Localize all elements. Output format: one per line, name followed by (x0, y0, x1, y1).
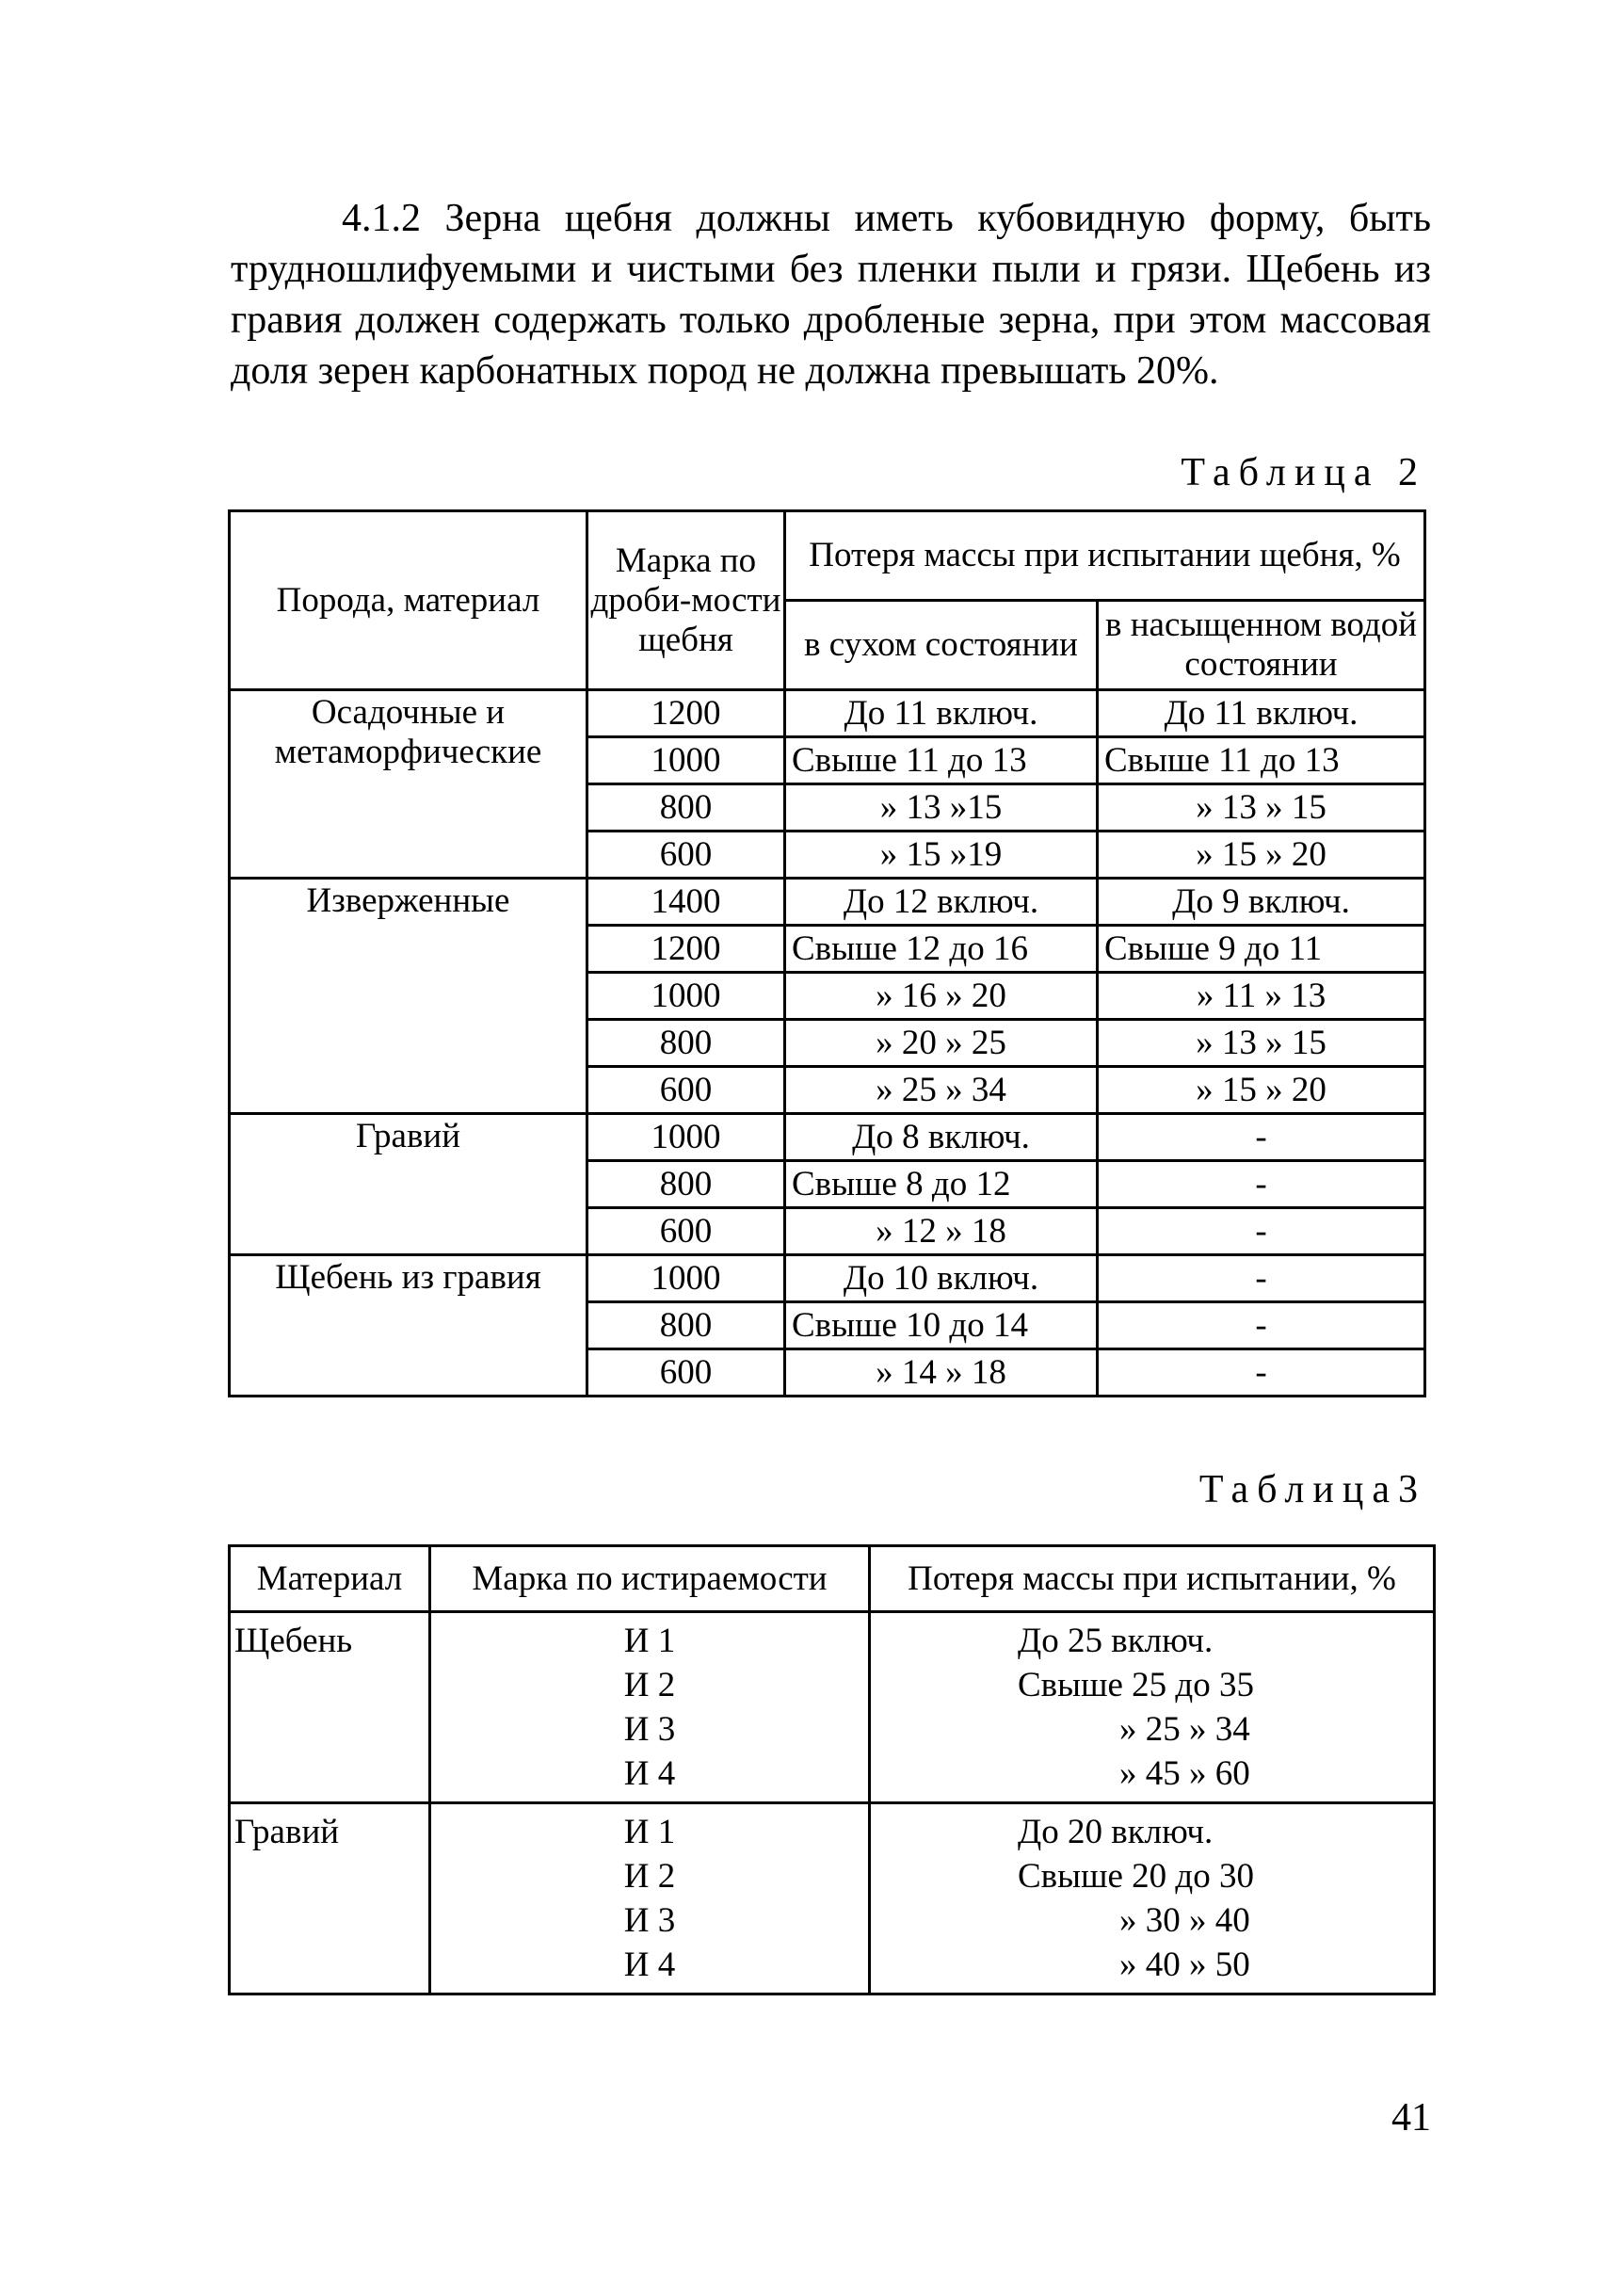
abrasion-grade-cell (430, 1803, 870, 1994)
grade-line: И 1 (623, 1813, 676, 1851)
grade-cell: 800 (587, 1161, 785, 1208)
abrasion-table (228, 1544, 1436, 1995)
dry-loss-cell: Свыше 8 до 12 (785, 1161, 1098, 1208)
page-number: 41 (1391, 2096, 1431, 2140)
grade-cell: 1000 (587, 737, 785, 784)
dry-loss-cell: Свыше 11 до 13 (785, 737, 1098, 784)
wet-loss-cell: » 13 » 15 (1098, 784, 1425, 832)
wet-loss-cell: Свыше 11 до 13 (1098, 737, 1425, 784)
loss-line: » 25 » 34 (1119, 1710, 1250, 1749)
rock-cell: Щебень из гравия (230, 1255, 587, 1397)
rock-cell: Осадочные и метаморфические (230, 690, 587, 879)
grade-cell: 1000 (587, 1255, 785, 1302)
rock-cell: Гравий (230, 1114, 587, 1255)
wet-loss-cell: До 9 включ. (1098, 879, 1425, 926)
wet-loss-cell: - (1098, 1114, 1425, 1161)
table-row (230, 1255, 1425, 1302)
header-dry: в сухом состоянии (785, 601, 1098, 690)
dry-loss-cell: » 16 » 20 (785, 973, 1098, 1020)
header-grade: Марка по дроби-мости щебня (587, 511, 785, 690)
grade-cell: 600 (587, 1208, 785, 1255)
table3-caption: Таблица3 (1198, 1468, 1426, 1511)
grade-cell: 800 (587, 1302, 785, 1349)
header-wet: в насыщенном водой состоянии (1098, 601, 1425, 690)
dry-loss-cell: » 13 »15 (785, 784, 1098, 832)
dry-loss-cell: » 20 » 25 (785, 1020, 1098, 1067)
wet-loss-cell: - (1098, 1161, 1425, 1208)
grade-cell: 1000 (587, 973, 785, 1020)
grade-cell: 800 (587, 784, 785, 832)
crushability-table (228, 509, 1426, 1397)
wet-loss-cell: - (1098, 1208, 1425, 1255)
grade-cell: 1400 (587, 879, 785, 926)
grade-line: И 3 (623, 1710, 676, 1749)
grade-line: И 1 (623, 1622, 676, 1660)
wet-loss-cell: Свыше 9 до 11 (1098, 926, 1425, 973)
dry-loss-cell: Свыше 10 до 14 (785, 1302, 1098, 1349)
dry-loss-cell: До 11 включ. (785, 690, 1098, 737)
abrasion-loss-cell (870, 1803, 1435, 1994)
loss-line: До 25 включ. (1018, 1622, 1214, 1660)
wet-loss-cell: » 13 » 15 (1098, 1020, 1425, 1067)
material-cell: Щебень (230, 1612, 430, 1803)
table-row (230, 1114, 1425, 1161)
header-abrasion-grade: Марка по истираемости (430, 1546, 870, 1612)
grade-cell: 600 (587, 1349, 785, 1397)
loss-line: До 20 включ. (1018, 1813, 1214, 1851)
dry-loss-cell: Свыше 12 до 16 (785, 926, 1098, 973)
dry-loss-cell: До 12 включ. (785, 879, 1098, 926)
grade-cell: 600 (587, 1067, 785, 1114)
dry-loss-cell: До 8 включ. (785, 1114, 1098, 1161)
loss-line: Свыше 25 до 35 (1018, 1666, 1254, 1704)
grade-line: И 2 (623, 1857, 676, 1896)
material-cell: Гравий (230, 1803, 430, 1994)
loss-line: » 40 » 50 (1119, 1946, 1250, 1984)
header-material: Материал (230, 1546, 430, 1612)
crushability-table-body (230, 690, 1425, 1397)
table-row (230, 1612, 1435, 1803)
grade-cell: 1200 (587, 926, 785, 973)
dry-loss-cell: » 25 » 34 (785, 1067, 1098, 1114)
dry-loss-cell: » 12 » 18 (785, 1208, 1098, 1255)
table2-caption: Таблица 2 (1181, 451, 1426, 494)
header-loss: Потеря массы при испытании щебня, % (785, 511, 1425, 601)
grade-cell: 800 (587, 1020, 785, 1067)
grade-line: И 2 (623, 1666, 676, 1704)
loss-line: » 45 » 60 (1119, 1754, 1250, 1793)
grade-line: И 4 (623, 1946, 676, 1984)
table-row (230, 690, 1425, 737)
abrasion-loss-cell (870, 1612, 1435, 1803)
table-row (230, 879, 1425, 926)
grade-line: И 3 (623, 1901, 676, 1940)
grade-cell: 1000 (587, 1114, 785, 1161)
grade-cell: 600 (587, 832, 785, 879)
wet-loss-cell: До 11 включ. (1098, 690, 1425, 737)
wet-loss-cell: - (1098, 1302, 1425, 1349)
loss-line: Свыше 20 до 30 (1018, 1857, 1254, 1896)
wet-loss-cell: - (1098, 1255, 1425, 1302)
header-rock: Порода, материал (230, 511, 587, 690)
header-abrasion-loss: Потеря массы при испытании, % (870, 1546, 1435, 1612)
wet-loss-cell: » 15 » 20 (1098, 1067, 1425, 1114)
rock-cell: Изверженные (230, 879, 587, 1114)
body-paragraph: 4.1.2 Зерна щебня должны иметь кубовидную форму, быть трудношлифуемыми и чистыми без пленки пыли и грязи. Щебень из гравия должен содержать только дробленые зерна, при этом массовая доля зерен карбонатных пород не должна превышать 20%. (231, 197, 1431, 393)
table-row (230, 1803, 1435, 1994)
abrasion-grade-cell (430, 1612, 870, 1803)
grade-line: И 4 (623, 1754, 676, 1793)
abrasion-table-body (230, 1612, 1435, 1994)
wet-loss-cell: » 11 » 13 (1098, 973, 1425, 1020)
wet-loss-cell: - (1098, 1349, 1425, 1397)
grade-cell: 1200 (587, 690, 785, 737)
wet-loss-cell: » 15 » 20 (1098, 832, 1425, 879)
dry-loss-cell: » 15 »19 (785, 832, 1098, 879)
loss-line: » 30 » 40 (1119, 1901, 1250, 1940)
dry-loss-cell: До 10 включ. (785, 1255, 1098, 1302)
dry-loss-cell: » 14 » 18 (785, 1349, 1098, 1397)
